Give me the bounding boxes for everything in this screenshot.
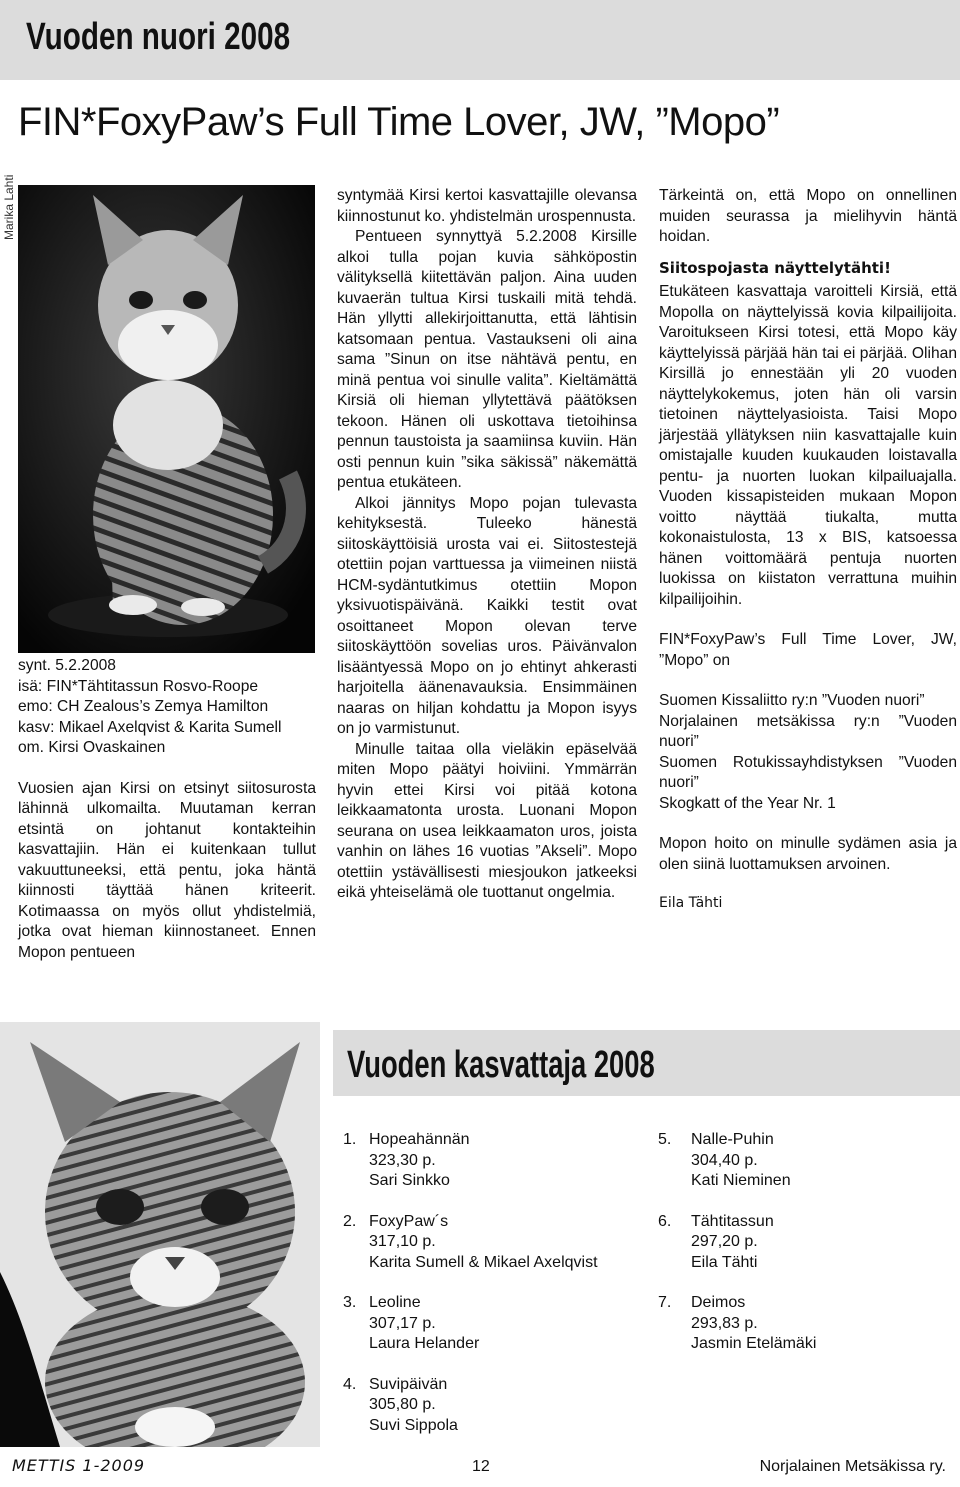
rank-number: 5. bbox=[658, 1131, 672, 1148]
cat-info-birth: synt. 5.2.2008 bbox=[18, 657, 116, 674]
column-3 bbox=[659, 186, 957, 914]
rank-number: 1. bbox=[343, 1131, 357, 1148]
cattery-name: Leoline bbox=[369, 1294, 421, 1311]
award-item: Suomen Kissaliitto ry:n ”Vuoden nuori” bbox=[659, 692, 925, 709]
cat-info-sire: isä: FIN*Tähtitassun Rosvo-Roope bbox=[18, 677, 259, 695]
award-item: Suomen Rotukissayhdistyksen ”Vuoden nuori” bbox=[659, 753, 957, 791]
rank-owner: Laura Helander bbox=[369, 1335, 480, 1352]
ranking-item bbox=[343, 1293, 653, 1355]
cat-info-dam: emo: CH Zealous’s Zemya Hamilton bbox=[18, 698, 269, 715]
column-1 bbox=[18, 656, 316, 963]
rank-number: 2. bbox=[343, 1212, 357, 1230]
body-paragraph: syntymää Kirsi kertoi kasvattajille olevansa kiinnostunut ko. yhdistelmän urospennusta. bbox=[337, 187, 637, 225]
page-number: 12 bbox=[472, 1458, 490, 1475]
cattery-name: Tähtitassun bbox=[691, 1212, 774, 1230]
rank-points: 307,17 p. bbox=[369, 1314, 436, 1332]
ranking-item bbox=[343, 1212, 653, 1274]
rank-number: 4. bbox=[343, 1375, 357, 1393]
rank-number: 7. bbox=[658, 1294, 672, 1311]
signature: Eila Tähti bbox=[659, 895, 723, 911]
rank-points: 323,30 p. bbox=[369, 1151, 436, 1169]
body-paragraph: Mopon hoito on minulle sydämen asia ja olen siinä luottamuksen arvoinen. bbox=[659, 835, 957, 873]
body-paragraph: Vuosien ajan Kirsi on etsinyt siitosurosta lähinnä ulkomailta. Muutaman kerran etsintä on johtanut kontakteihin kasvattajiin. Hän ei kuitenkaan tullut vakuuttuneeksi, että pentu, joka häntä kiinnosti täyttää hänen kriteerit. Kotimaassa on myös ollut yhdistelmiä, jotka ovat hieman kiinnostaneet. Ennen Mopon pentueen bbox=[18, 779, 316, 961]
award-intro: FIN*FoxyPaw’s Full Time Lover, JW, ”Mopo” on bbox=[659, 631, 957, 669]
award-item: Skogkatt of the Year Nr. 1 bbox=[659, 794, 836, 812]
ranking-item bbox=[658, 1130, 948, 1192]
body-paragraph: Etukäteen kasvattaja varoitteli Kirsiä, että Mopolla on näyttelyissä kovia kilpailijoita. Varoitukseen Kirsi totesi, että Mopo käy käyttelyissä pärjää hän tai ei pärjää. Olihan Kirsillä jo ennestään yli 20 vuoden näyttelykokemus, joten hän oli varsin tietoinen näyttelyasioista. Taisi Mopo järjestää yllätyksen niin kasvattajalle kuin omistajalle kuuden kuukauden loistavalla pentu- ja nuorten luokan kilpailuajalla. Vuoden kissapisteiden mukaan Mopon voitto näyttää tiukalta, mutta kokonaistulosta, 13 x BIS, katsoessa hänen voittomäärä pentuja nuorten luokissa on kiistaton verrattuna muihin kilpailijoihin. bbox=[659, 283, 957, 608]
cattery-name: Nalle-Puhin bbox=[691, 1131, 774, 1148]
rank-owner: Suvi Sippola bbox=[369, 1416, 458, 1434]
rank-points: 317,10 p. bbox=[369, 1233, 436, 1250]
kitten-illustration bbox=[0, 1022, 320, 1447]
rank-owner: Sari Sinkko bbox=[369, 1172, 450, 1189]
rank-owner: Jasmin Etelämäki bbox=[691, 1335, 817, 1352]
article-title: FIN*FoxyPaw’s Full Time Lover, JW, ”Mopo” bbox=[18, 100, 780, 144]
body-paragraph: Pentueen synnyttyä 5.2.2008 Kirsille alkoi tulla pojan kuvia sähköpostin välityksellä kiitettävän paljon. Aina uuden kuvaerän tultua Kirsi tuskaili mitä tehdä. Hän yllytti allekirjoittanutta, että lähtisin katsomaan pentua. Vastaukseni oli aina sama ”Sinun on itse nähtävä pentu, en minä pentua voi sinulle valita”. Kieltämättä Kirsiä oli hieman yllytettävä päätöksen tekoon. Hänen oli uskottava tietoihinsa pennun taustoista ja saamiinsa kuviin. Hän osti pennun kuin ”sika säkissä” näkemättä pentua etukäteen. bbox=[337, 228, 637, 491]
ranking-item bbox=[343, 1130, 653, 1192]
rank-number: 6. bbox=[658, 1212, 672, 1230]
ranking-item bbox=[658, 1293, 948, 1355]
rankings-left bbox=[343, 1130, 653, 1456]
ranking-item bbox=[343, 1375, 653, 1437]
body-paragraph: Alkoi jännitys Mopo pojan tulevasta kehityksestä. Tuleeko hänestä siitoskäyttöisiä urosta vai ei. Siitostestejä otettiin pojan varttuessa ja viimeinen niistä HCM-sydäntutkimus otettiin Mopon yksivuotispäivänä. Kaikki testit ovat osoittaneet Mopon olevan terve siitoskäyttöön sovelias uros. Päivänvalon lisääntyessä Mopo on jo ehtinyt ahkerasti harjoitella äänenavauksia. Ensimmäinen naaras on hiljan kohdattu ja Mopon isyys on jo varmistunut. bbox=[337, 494, 637, 737]
cat-illustration bbox=[18, 185, 315, 653]
award-item: Norjalainen metsäkissa ry:n ”Vuoden nuori” bbox=[659, 712, 957, 750]
rank-owner: Eila Tähti bbox=[691, 1253, 758, 1271]
rank-owner: Kati Nieminen bbox=[691, 1172, 791, 1189]
subheading: Siitospojasta näyttelytähti! bbox=[659, 258, 891, 277]
cat-info-owner: om. Kirsi Ovaskainen bbox=[18, 739, 166, 756]
kasvattaja-title: Vuoden kasvattaja 2008 bbox=[347, 1044, 655, 1086]
ranking-item bbox=[658, 1212, 948, 1274]
photo-credit: Marika Lahti bbox=[2, 174, 16, 240]
magazine-logo: METTIS 1-2009 bbox=[12, 1456, 146, 1475]
rank-points: 305,80 p. bbox=[369, 1396, 436, 1413]
rank-number: 3. bbox=[343, 1294, 357, 1311]
publisher-name: Norjalainen Metsäkissa ry. bbox=[759, 1458, 946, 1475]
column-2 bbox=[337, 186, 637, 904]
body-paragraph: Minulle taitaa olla vieläkin epäselvää miten Mopo päätyi hoiviini. Ymmärrän hyvin ettei Kirsi voi pitää kotona leikkaamatonta urosta. Luonani Mopon seurana on usea leikkaamaton uros, joista vanhin on lähes 16 vuotias ”Akseli”. Mopo otettiin ystävällisesti miesjoukon jatkeeksi eikä yhteiselämä ole tuottanut ongelmia. bbox=[337, 740, 637, 901]
rank-points: 304,40 p. bbox=[691, 1151, 758, 1169]
cattery-name: Hopeahännän bbox=[369, 1131, 470, 1148]
cattery-name: Suvipäivän bbox=[369, 1375, 448, 1393]
rank-points: 297,20 p. bbox=[691, 1233, 758, 1250]
rank-points: 293,83 p. bbox=[691, 1314, 758, 1332]
body-paragraph: Tärkeintä on, että Mopo on onnellinen muiden seurassa ja mielihyvin häntä hoidan. bbox=[659, 187, 957, 245]
section-title: Vuoden nuori 2008 bbox=[26, 16, 291, 58]
cat-photo-mopo bbox=[18, 185, 315, 653]
rankings-right bbox=[658, 1130, 948, 1375]
cattery-name: Deimos bbox=[691, 1294, 746, 1311]
rank-owner: Karita Sumell & Mikael Axelqvist bbox=[369, 1253, 598, 1271]
cattery-name: FoxyPaw´s bbox=[369, 1212, 449, 1230]
cat-info-breeder: kasv: Mikael Axelqvist & Karita Sumell bbox=[18, 718, 282, 736]
kitten-photo bbox=[0, 1022, 320, 1447]
